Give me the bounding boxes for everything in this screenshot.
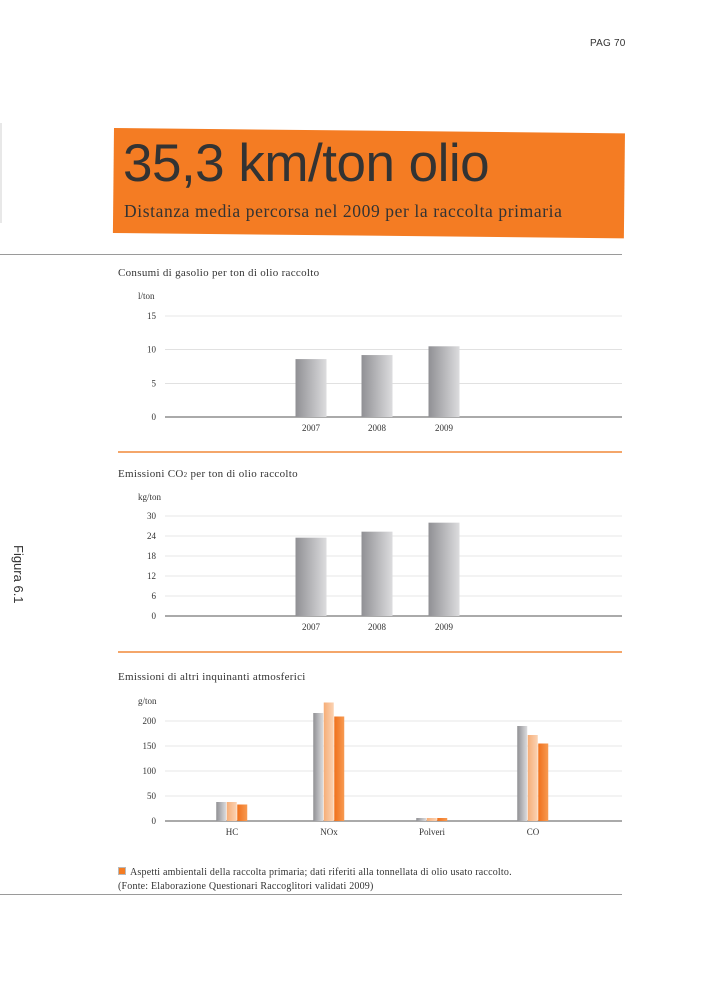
chart3-y-tick-2: 100 — [142, 766, 156, 776]
chart2-title: Emissioni CO2 per ton di olio raccolto — [118, 468, 298, 480]
chart3-y-tick-0: 0 — [151, 816, 156, 826]
chart1-fuel-consumption — [0, 285, 706, 445]
chart2-co2-emissions — [0, 486, 706, 646]
chart3-x-label-hc: HC — [225, 827, 239, 837]
chart3-title: Emissioni di altri inquinanti atmosferici — [118, 671, 306, 683]
chart1-divider — [118, 451, 622, 453]
page-number: PAG 70 — [590, 38, 626, 49]
figure-caption — [118, 866, 618, 894]
caption-bullet-icon — [118, 867, 126, 875]
caption-line-1: Aspetti ambientali della raccolta primaria; dati riferiti alla tonnellata di olio usato raccolto. — [130, 867, 512, 878]
headline-subtitle: Distanza media percorsa nel 2009 per la raccolta primaria — [124, 201, 563, 221]
chart3-bar-polveri-s3 — [437, 818, 447, 821]
chart2-y-tick-2: 12 — [147, 571, 156, 581]
chart1-bar-2008 — [362, 355, 393, 417]
chart3-bar-hc-s1 — [216, 802, 226, 821]
chart2-y-tick-3: 18 — [147, 551, 156, 561]
chart3-y-tick-1: 50 — [147, 791, 156, 801]
chart2-y-tick-5: 30 — [147, 511, 156, 521]
caption-line-2: (Fonte: Elaborazione Questionari Raccoglitori validati 2009) — [118, 881, 374, 892]
section-divider-top — [0, 254, 622, 255]
chart2-bar-2007 — [296, 538, 327, 616]
chart2-bar-2008 — [362, 532, 393, 616]
chart3-bar-co-s2 — [528, 735, 538, 821]
chart1-y-unit-label: l/ton — [138, 291, 155, 301]
chart3-bar-hc-s3 — [237, 805, 247, 822]
chart2-bar-2009 — [429, 523, 460, 616]
chart1-x-label-2008: 2008 — [368, 423, 386, 433]
chart1-x-label-2009: 2009 — [435, 423, 453, 433]
chart2-divider — [118, 651, 622, 653]
chart1-bar-2009 — [429, 346, 460, 417]
chart2-y-unit-label: kg/ton — [138, 492, 162, 502]
chart2-x-label-2008: 2008 — [368, 622, 386, 632]
chart3-y-tick-4: 200 — [142, 716, 156, 726]
chart3-bar-hc-s2 — [227, 802, 237, 821]
chart3-bar-polveri-s1 — [416, 818, 426, 821]
chart3-bar-nox-s1 — [313, 713, 323, 821]
section-divider-bottom — [0, 894, 622, 895]
chart3-x-label-polveri: Polveri — [419, 827, 445, 837]
figure-label: Figura 6.1 — [11, 545, 26, 604]
chart3-x-label-nox: NOx — [320, 827, 338, 837]
chart1-y-tick-1: 5 — [151, 378, 156, 389]
chart2-y-tick-0: 0 — [151, 611, 156, 621]
chart1-x-label-2007: 2007 — [302, 423, 320, 433]
page-edge-mark — [0, 123, 2, 223]
chart3-y-tick-3: 150 — [142, 741, 156, 751]
chart1-y-tick-0: 0 — [151, 412, 156, 422]
chart3-bar-co-s3 — [538, 744, 548, 822]
chart3-x-label-co: CO — [526, 827, 540, 837]
chart1-y-tick-2: 10 — [147, 344, 156, 355]
chart2-x-label-2009: 2009 — [435, 622, 453, 632]
headline-title: 35,3 km/ton olio — [123, 134, 490, 193]
chart1-bar-2007 — [296, 359, 327, 417]
chart3-bar-nox-s3 — [334, 717, 344, 822]
chart3-bar-co-s1 — [517, 726, 527, 821]
chart2-y-tick-1: 6 — [151, 591, 156, 601]
chart3-other-pollutants — [0, 690, 706, 850]
chart1-y-tick-3: 15 — [147, 311, 156, 321]
chart2-y-tick-4: 24 — [147, 531, 156, 541]
chart1-title: Consumi di gasolio per ton di olio raccolto — [118, 267, 320, 279]
chart3-bar-nox-s2 — [324, 703, 334, 822]
chart3-bar-polveri-s2 — [427, 818, 437, 821]
chart2-x-label-2007: 2007 — [302, 622, 320, 632]
chart3-y-unit-label: g/ton — [138, 696, 157, 706]
